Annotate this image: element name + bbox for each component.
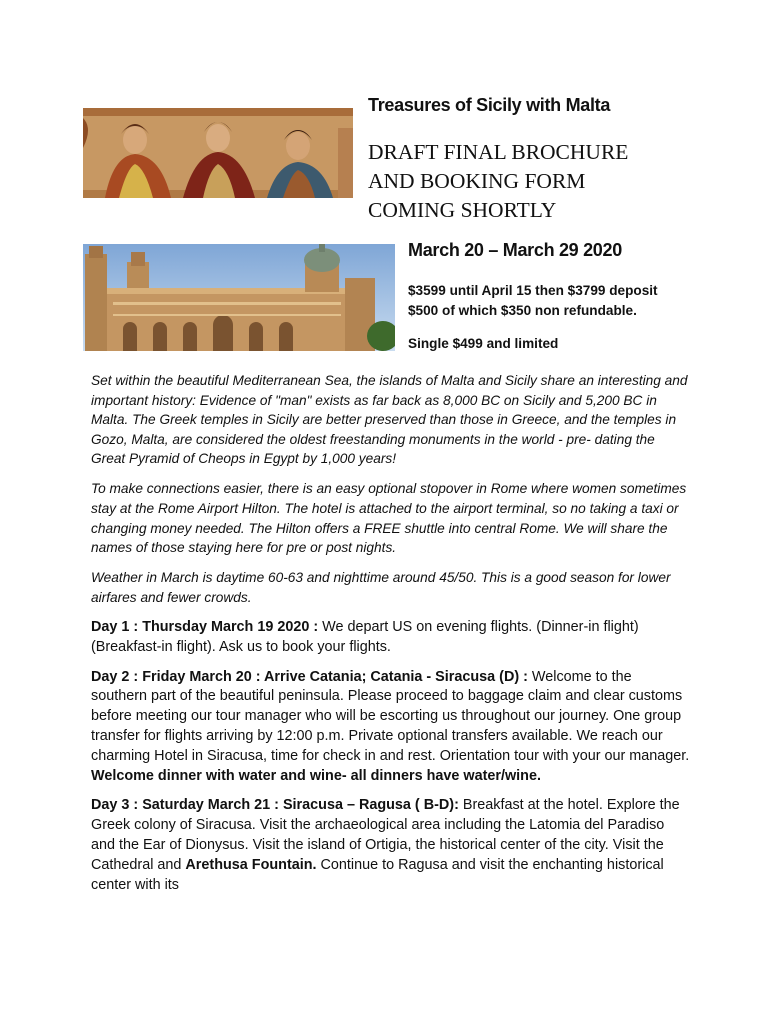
draft-line: AND BOOKING FORM — [368, 169, 586, 193]
intro-paragraph: Set within the beautiful Mediterranean Sea, the islands of Malta and Sicily share an interesting and important history: Evidence of "man" exists as far back as 8,000 BC on Sicily and 5,200 BC in Malta. The Greek temples in Sicily are better preserved than those in Greece, and the temples in Gozo, Malta, are considered the oldest freestanding monuments in the world - pre- dating the Great Pyramid of Cheops in Egypt by 1,000 years! — [91, 373, 688, 467]
day-heading: Day 1 : Thursday March 19 2020 : — [91, 619, 319, 636]
tour-title: Treasures of Sicily with Malta — [368, 95, 611, 115]
tour-price: $3599 until April 15 then $3799 deposit $500 of which $350 non refundable. — [408, 283, 658, 318]
draft-line: DRAFT FINAL BROCHURE — [368, 140, 629, 164]
day-text: Breakfast at the hotel. Explore the Greek colony of Siracusa. Visit the archaeological area including the Latomia del Paradiso and the Ear of Dionysus. Visit the island of Ortigia, the historical center of the city. Visit the Cathedral and — [91, 797, 680, 873]
mosaic-image — [83, 108, 353, 198]
single-supplement: Single $499 and limited — [408, 336, 559, 351]
day-text: Welcome to the southern part of the beautiful peninsula. Please proceed to baggage claim and clear customs before meeting our tour manager who will be escorting us throughout our journey. One group transfer for flights arriving by 12:00 p.m. Private optional transfers available. We reach our charming Hotel in Siracusa, time for check in and rest. Orientation tour with your our manager. — [91, 668, 690, 764]
day-highlight: Welcome dinner with water and wine- all dinners have water/wine. — [91, 767, 541, 784]
day-heading: Day 3 : Saturday March 21 : Siracusa – Ragusa ( B-D): — [91, 797, 459, 814]
day-highlight: Arethusa Fountain. — [185, 856, 317, 873]
day-heading: Day 2 : Friday March 20 : Arrive Catania; Catania - Siracusa (D) : — [91, 668, 528, 685]
intro-paragraph: To make connections easier, there is an easy optional stopover in Rome where women sometimes stay at the Rome Airport Hilton. The hotel is attached to the airport terminal, so no taking a taxi or changing money needed. The Hilton offers a FREE shuttle into central Rome. We will share the names of those staying here for pre or post nights. — [91, 481, 687, 556]
itinerary-day — [91, 668, 691, 787]
itinerary-day — [91, 618, 691, 658]
tour-dates: March 20 – March 29 2020 — [408, 240, 622, 260]
itinerary-day — [91, 796, 691, 895]
draft-notice — [368, 138, 668, 225]
cathedral-image — [83, 244, 395, 351]
intro-paragraph: Weather in March is daytime 60-63 and nighttime around 45/50. This is a good season for lower airfares and fewer crowds. — [91, 570, 671, 605]
day-text: We depart US on evening flights. (Dinner-in flight) (Breakfast-in flight). Ask us to book your flights. — [91, 619, 639, 655]
brochure-body — [91, 371, 691, 905]
draft-line: COMING SHORTLY — [368, 198, 557, 222]
day-text: Continue to Ragusa and visit the enchanting historical center with its — [91, 856, 664, 893]
